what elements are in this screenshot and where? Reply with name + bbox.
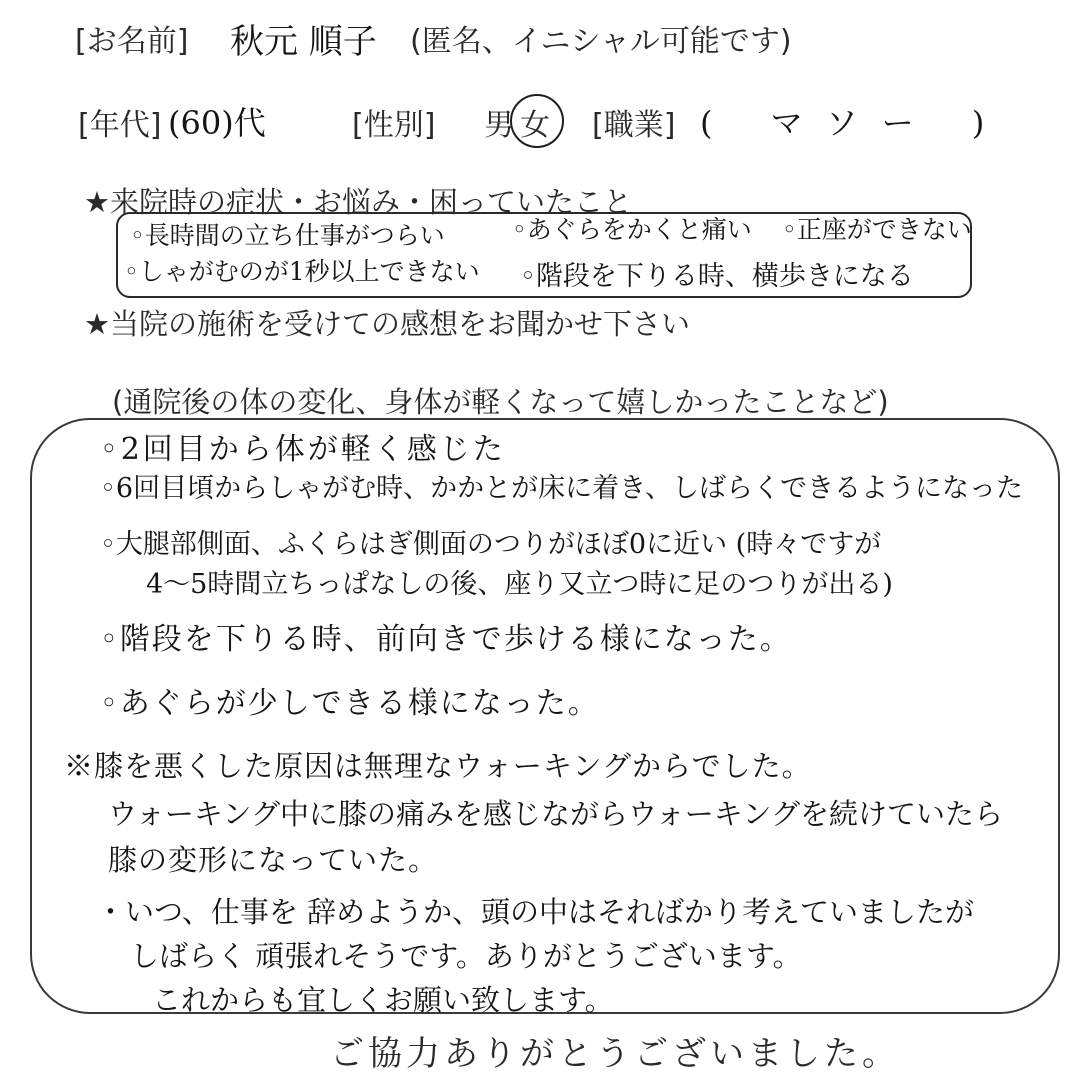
gender-label: [性別] [352, 108, 436, 143]
impressions-subheading: (通院後の体の変化、身体が軽くなって嬉しかったことなど) [112, 385, 889, 419]
impression-line: ◦あぐらが少しできる様になった。 [100, 686, 600, 721]
symptom-item: ◦階段を下りる時、横歩きになる [520, 261, 914, 292]
symptom-item: ◦しゃがむのが1秒以上できない [124, 257, 480, 286]
age-value: (60)代 [168, 104, 266, 142]
impression-line: ◦大腿部側面、ふくらはぎ側面のつりがほぼ0に近い (時々ですが [100, 529, 882, 560]
symptoms-heading: ★来院時の症状・お悩み・困っていたこと [84, 185, 632, 219]
age-label: [年代] [78, 108, 162, 143]
impression-line: これからも宜しくお願い致します。 [152, 983, 614, 1017]
impression-line: ◦階段を下りる時、前向きで歩ける様になった。 [100, 622, 792, 657]
symptom-item: ◦長時間の立ち仕事がつらい [130, 221, 445, 250]
name-value: 秋元 順子 [230, 22, 377, 62]
impression-line: 4～5時間立ちっぱなしの後、座り又立つ時に足のつりが出る) [146, 569, 893, 600]
thanks-message: ご協力ありがとうございました。 [330, 1034, 900, 1074]
impression-line: しばらく 頑張れそうです。ありがとうございます。 [130, 939, 802, 973]
impression-line: ウォーキング中に膝の痛みを感じながらウォーキングを続けていたら [108, 797, 1003, 831]
impression-line: ◦2回目から体が軽く感じた [100, 432, 506, 467]
name-label: [お名前] [75, 24, 189, 59]
name-note: (匿名、イニシャル可能です) [410, 24, 792, 59]
impressions-heading: ★当院の施術を受けての感想をお聞かせ下さい [84, 307, 690, 341]
impression-line: ◦6回目頃からしゃがむ時、かかとが床に着き、しばらくできるようになった [100, 473, 1024, 504]
job-label: [職業] [592, 108, 676, 143]
gender-female: 女 [520, 108, 550, 143]
impression-line: ・いつ、仕事を 辞めようか、頭の中はそればかり考えていましたが [96, 895, 975, 929]
symptom-item: ◦正座ができない [782, 215, 972, 244]
gender-male: 男 [484, 108, 514, 143]
job-value: ( マソー ) [700, 104, 1009, 142]
impression-line: 膝の変形になっていた。 [108, 843, 439, 877]
symptom-item: ◦あぐらをかくと痛い [512, 215, 752, 244]
impression-line: ※膝を悪くした原因は無理なウォーキングからでした。 [64, 749, 812, 783]
